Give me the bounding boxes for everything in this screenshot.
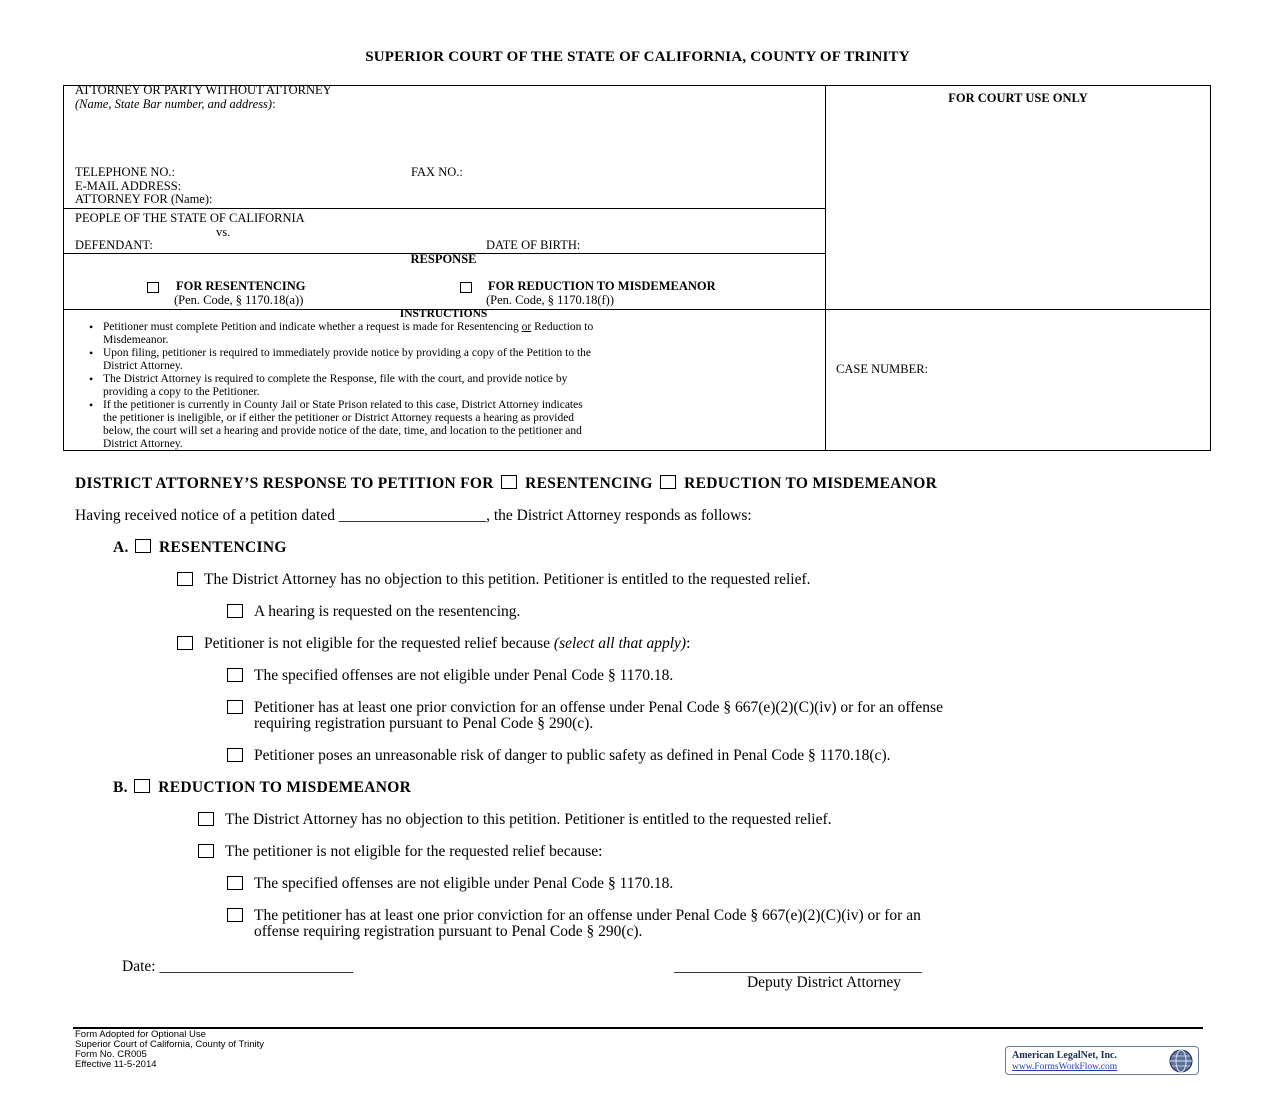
date-line — [122, 958, 353, 975]
a-reason2-checkbox[interactable] — [227, 700, 243, 714]
a-hearing-text: A hearing is requested on the resentencing. — [254, 603, 521, 620]
defendant-label: DEFENDANT: — [75, 238, 153, 252]
a-reason3-checkbox[interactable] — [227, 748, 243, 762]
footer-line2: Superior Court of California, County of Trinity — [75, 1039, 265, 1050]
signature-field[interactable]: ________________________________ — [674, 958, 922, 975]
date-label: Date: — [122, 958, 156, 975]
globe-icon — [1168, 1048, 1194, 1074]
section-a-checkbox[interactable] — [135, 539, 151, 553]
attorney-sub — [75, 98, 276, 112]
court-title: SUPERIOR COURT OF THE STATE OF CALIFORNIA, COUNTY OF TRINITY — [365, 49, 910, 65]
response-heading — [75, 475, 937, 492]
opt-reduction: FOR REDUCTION TO MISDEMEANOR — [488, 279, 716, 293]
heading-reduction-checkbox[interactable] — [660, 475, 676, 489]
b-not-eligible-text: The petitioner is not eligible for the requested relief because: — [225, 843, 603, 860]
a-reason2-line2: requiring registration pursuant to Penal Code § 290(c). — [254, 715, 594, 732]
attorney-label: ATTORNEY OR PARTY WITHOUT ATTORNEY — [75, 83, 332, 97]
date-field[interactable]: _________________________ — [159, 958, 354, 975]
heading-opt1: RESENTENCING — [525, 475, 653, 492]
b-no-objection-text: The District Attorney has no objection to this petition. Petitioner is entitled to the requested relief. — [225, 811, 832, 828]
intro-line: Having received notice of a petition dated ___________________, the District Attorney responds as follows: — [75, 507, 752, 524]
a-not-eligible-text: Petitioner is not eligible for the requested relief because (select all that apply): — [204, 635, 691, 652]
instructions-title: INSTRUCTIONS — [399, 308, 488, 320]
opt-reduction-code: (Pen. Code, § 1170.18(f)) — [486, 293, 614, 307]
a-no-objection-text: The District Attorney has no objection to this petition. Petitioner is entitled to the requested relief. — [204, 571, 811, 588]
instruction-item: • Upon filing, petitioner is required to immediately provide notice by providing a copy of the Petition to the District Attorney. — [103, 347, 825, 373]
footer-line4: Effective 11-5-2014 — [75, 1059, 157, 1070]
dob-label: DATE OF BIRTH: — [486, 238, 581, 252]
b-reason2-checkbox[interactable] — [227, 908, 243, 922]
people-label: PEOPLE OF THE STATE OF CALIFORNIA — [75, 211, 305, 225]
a-reason3-text: Petitioner poses an unreasonable risk of danger to public safety as defined in Penal Code § 1170.18(c). — [254, 747, 891, 764]
rule — [64, 208, 825, 209]
b-reason1-text: The specified offenses are not eligible under Penal Code § 1170.18. — [254, 875, 674, 892]
response-title: RESPONSE — [410, 252, 477, 266]
a-no-objection-checkbox[interactable] — [177, 572, 193, 586]
court-use-label: FOR COURT USE ONLY — [948, 91, 1088, 105]
heading-opt2: REDUCTION TO MISDEMEANOR — [684, 475, 938, 492]
section-b-heading: B. REDUCTION TO MISDEMEANOR — [113, 779, 412, 796]
heading-resentencing-checkbox[interactable] — [501, 475, 517, 489]
a-reason1-text: The specified offenses are not eligible under Penal Code § 1170.18. — [254, 667, 674, 684]
section-b-checkbox[interactable] — [134, 779, 150, 793]
a-reason1-checkbox[interactable] — [227, 668, 243, 682]
a-reason2-line1: Petitioner has at least one prior conviction for an offense under Penal Code § 667(e)(2)(C)(iv) or for an offense — [254, 699, 943, 716]
heading-prefix: DISTRICT ATTORNEY’S RESPONSE TO PETITION FOR — [75, 475, 494, 492]
a-not-eligible-checkbox[interactable] — [177, 636, 193, 650]
b-reason1-checkbox[interactable] — [227, 876, 243, 890]
footer-line1: Form Adopted for Optional Use — [75, 1029, 206, 1040]
footer-line3: Form No. CR005 — [75, 1049, 147, 1060]
publisher-logo[interactable] — [1005, 1046, 1199, 1075]
resentencing-checkbox[interactable] — [147, 282, 159, 293]
opt-resentencing: FOR RESENTENCING — [176, 279, 306, 293]
reduction-checkbox[interactable] — [460, 282, 472, 293]
b-reason2-line1: The petitioner has at least one prior conviction for an offense under Penal Code § 667(e)(2)(C)(iv) or for an — [254, 907, 921, 924]
footer-rule — [73, 1027, 1203, 1029]
b-not-eligible-checkbox[interactable] — [198, 844, 214, 858]
signature-label: Deputy District Attorney — [746, 974, 902, 991]
opt-resentencing-code: (Pen. Code, § 1170.18(a)) — [174, 293, 304, 307]
b-no-objection-checkbox[interactable] — [198, 812, 214, 826]
email-label: E-MAIL ADDRESS: — [75, 179, 182, 193]
petition-date-field[interactable]: ___________________ — [338, 507, 487, 524]
logo-url[interactable]: www.FormsWorkFlow.com — [1012, 1062, 1118, 1072]
attorney-sub-colon: : — [272, 97, 276, 111]
instruction-item: • Petitioner must complete Petition and indicate whether a request is made for Resentencing or Reduction to Misdemeanor. — [103, 321, 825, 347]
case-number-label: CASE NUMBER: — [836, 362, 929, 376]
telephone-label: TELEPHONE NO.: — [75, 165, 175, 179]
attorney-for-label: ATTORNEY FOR (Name): — [75, 192, 213, 206]
attorney-sub-italic: (Name, State Bar number, and address) — [75, 97, 273, 111]
caption-divider — [825, 86, 826, 451]
section-a-heading: A. RESENTENCING — [113, 539, 287, 556]
vs-label: vs. — [216, 225, 231, 239]
instructions-list — [65, 321, 825, 451]
instruction-item: • The District Attorney is required to complete the Response, file with the court, and provide notice by providing a copy to the Petitioner. — [103, 373, 825, 399]
instruction-item: • If the petitioner is currently in County Jail or State Prison related to this case, District Attorney indicates the petitioner is ineligible, or if either the petitioner or District Attorney requests a hearing as provided below, the court will set a hearing and provide notice of the date, time, and location to the petitioner and District Attorney. — [103, 399, 825, 451]
fax-label: FAX NO.: — [411, 165, 463, 179]
logo-name: American LegalNet, Inc. — [1012, 1050, 1117, 1061]
a-hearing-checkbox[interactable] — [227, 604, 243, 618]
b-reason2-line2: offense requiring registration pursuant to Penal Code § 290(c). — [254, 923, 643, 940]
